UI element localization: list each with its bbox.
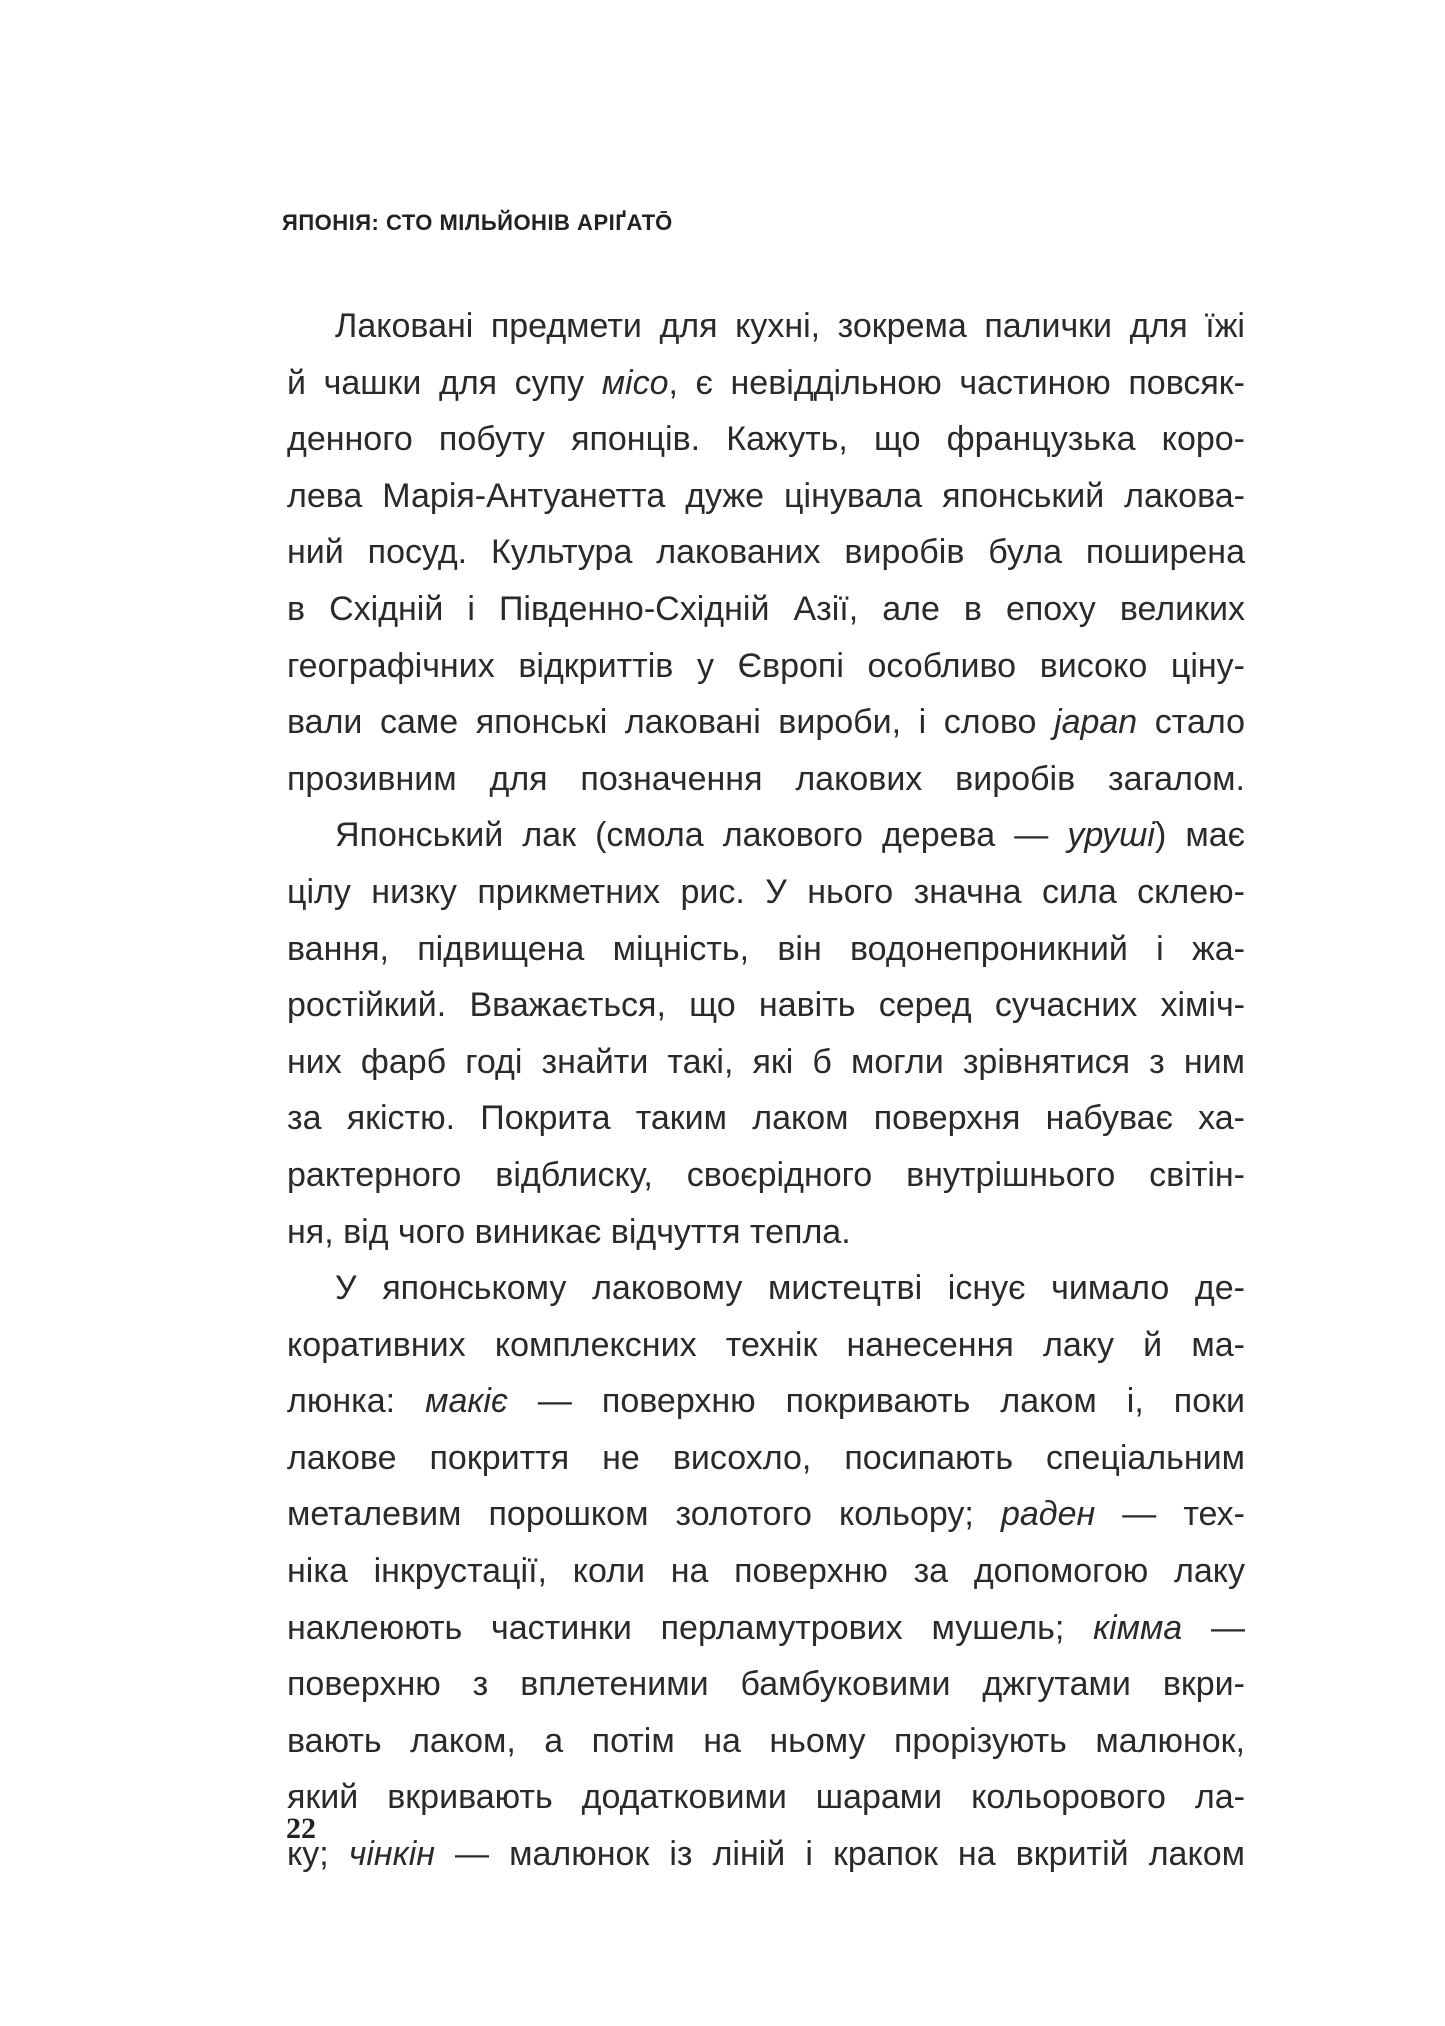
text-line: за якістю. Покрита таким лаком поверхня набуває ха- <box>287 1099 1245 1138</box>
text-line: й чашки для супу місо, є невіддільною частиною повсяк- <box>287 363 1245 402</box>
running-header: ЯПОНІЯ: СТО МІЛЬЙОНІВ АРІҐАТО̄ <box>282 210 673 235</box>
text-line: Японський лак (смола лакового дерева — уруші) має <box>335 816 1246 855</box>
text-line: У японському лаковому мистецтві існує чимало де- <box>335 1269 1245 1308</box>
text-line: вали саме японські лаковані вироби, і слово japan стало <box>287 703 1246 742</box>
text-line: люнка: макіє — поверхню покривають лаком і, поки <box>287 1382 1245 1421</box>
text-line: Лаковані предмети для кухні, зокрема палички для їжі <box>335 307 1245 345</box>
text-line: цілу низку прикметних рис. У нього значна сила склею- <box>287 872 1245 911</box>
text-line: ростійкий. Вважається, що навіть серед сучасних хіміч- <box>287 986 1245 1025</box>
text-line: наклеюють частинки перламутрових мушель; кімма — <box>287 1608 1245 1647</box>
text-line: прозивним для позначення лакових виробів загалом. <box>287 759 1245 798</box>
text-line: рактерного відблиску, своєрідного внутрішнього світін- <box>287 1155 1245 1194</box>
text-line: вають лаком, а потім на ньому прорізують малюнок, <box>287 1721 1245 1760</box>
text-line: в Східній і Південно-Східній Азії, але в епоху великих <box>287 589 1245 628</box>
text-line: коративних комплексних технік нанесення лаку й ма- <box>287 1325 1245 1364</box>
body-text <box>287 298 1245 1883</box>
text-line: вання, підвищена міцність, він водонепроникний і жа- <box>287 929 1245 968</box>
text-line: який вкривають додатковими шарами кольорового ла- <box>287 1778 1245 1817</box>
text-line: поверхню з вплетеними бамбуковими джгутами вкри- <box>287 1665 1245 1704</box>
text-line: ня, від чого виникає відчуття тепла. <box>287 1212 851 1251</box>
page-number: 22 <box>286 1812 316 1845</box>
text-line: ніка інкрустації, коли на поверхню за допомогою лаку <box>287 1552 1245 1591</box>
text-line: географічних відкриттів у Європі особливо високо ціну- <box>287 646 1245 685</box>
text-line: лева Марія-Антуанетта дуже цінувала японський лакова- <box>287 476 1245 515</box>
text-line: ний посуд. Культура лакованих виробів була поширена <box>287 533 1245 572</box>
text-line: ку; чінкін — малюнок із ліній і крапок на вкритій лаком <box>287 1835 1245 1874</box>
text-line: лакове покриття не висохло, посипають спеціальним <box>287 1438 1245 1477</box>
text-line: денного побуту японців. Кажуть, що французька коро- <box>287 420 1245 459</box>
text-line: металевим порошком золотого кольору; раден — тех- <box>287 1495 1246 1534</box>
text-line: них фарб годі знайти такі, які б могли зрівнятися з ним <box>287 1042 1245 1081</box>
